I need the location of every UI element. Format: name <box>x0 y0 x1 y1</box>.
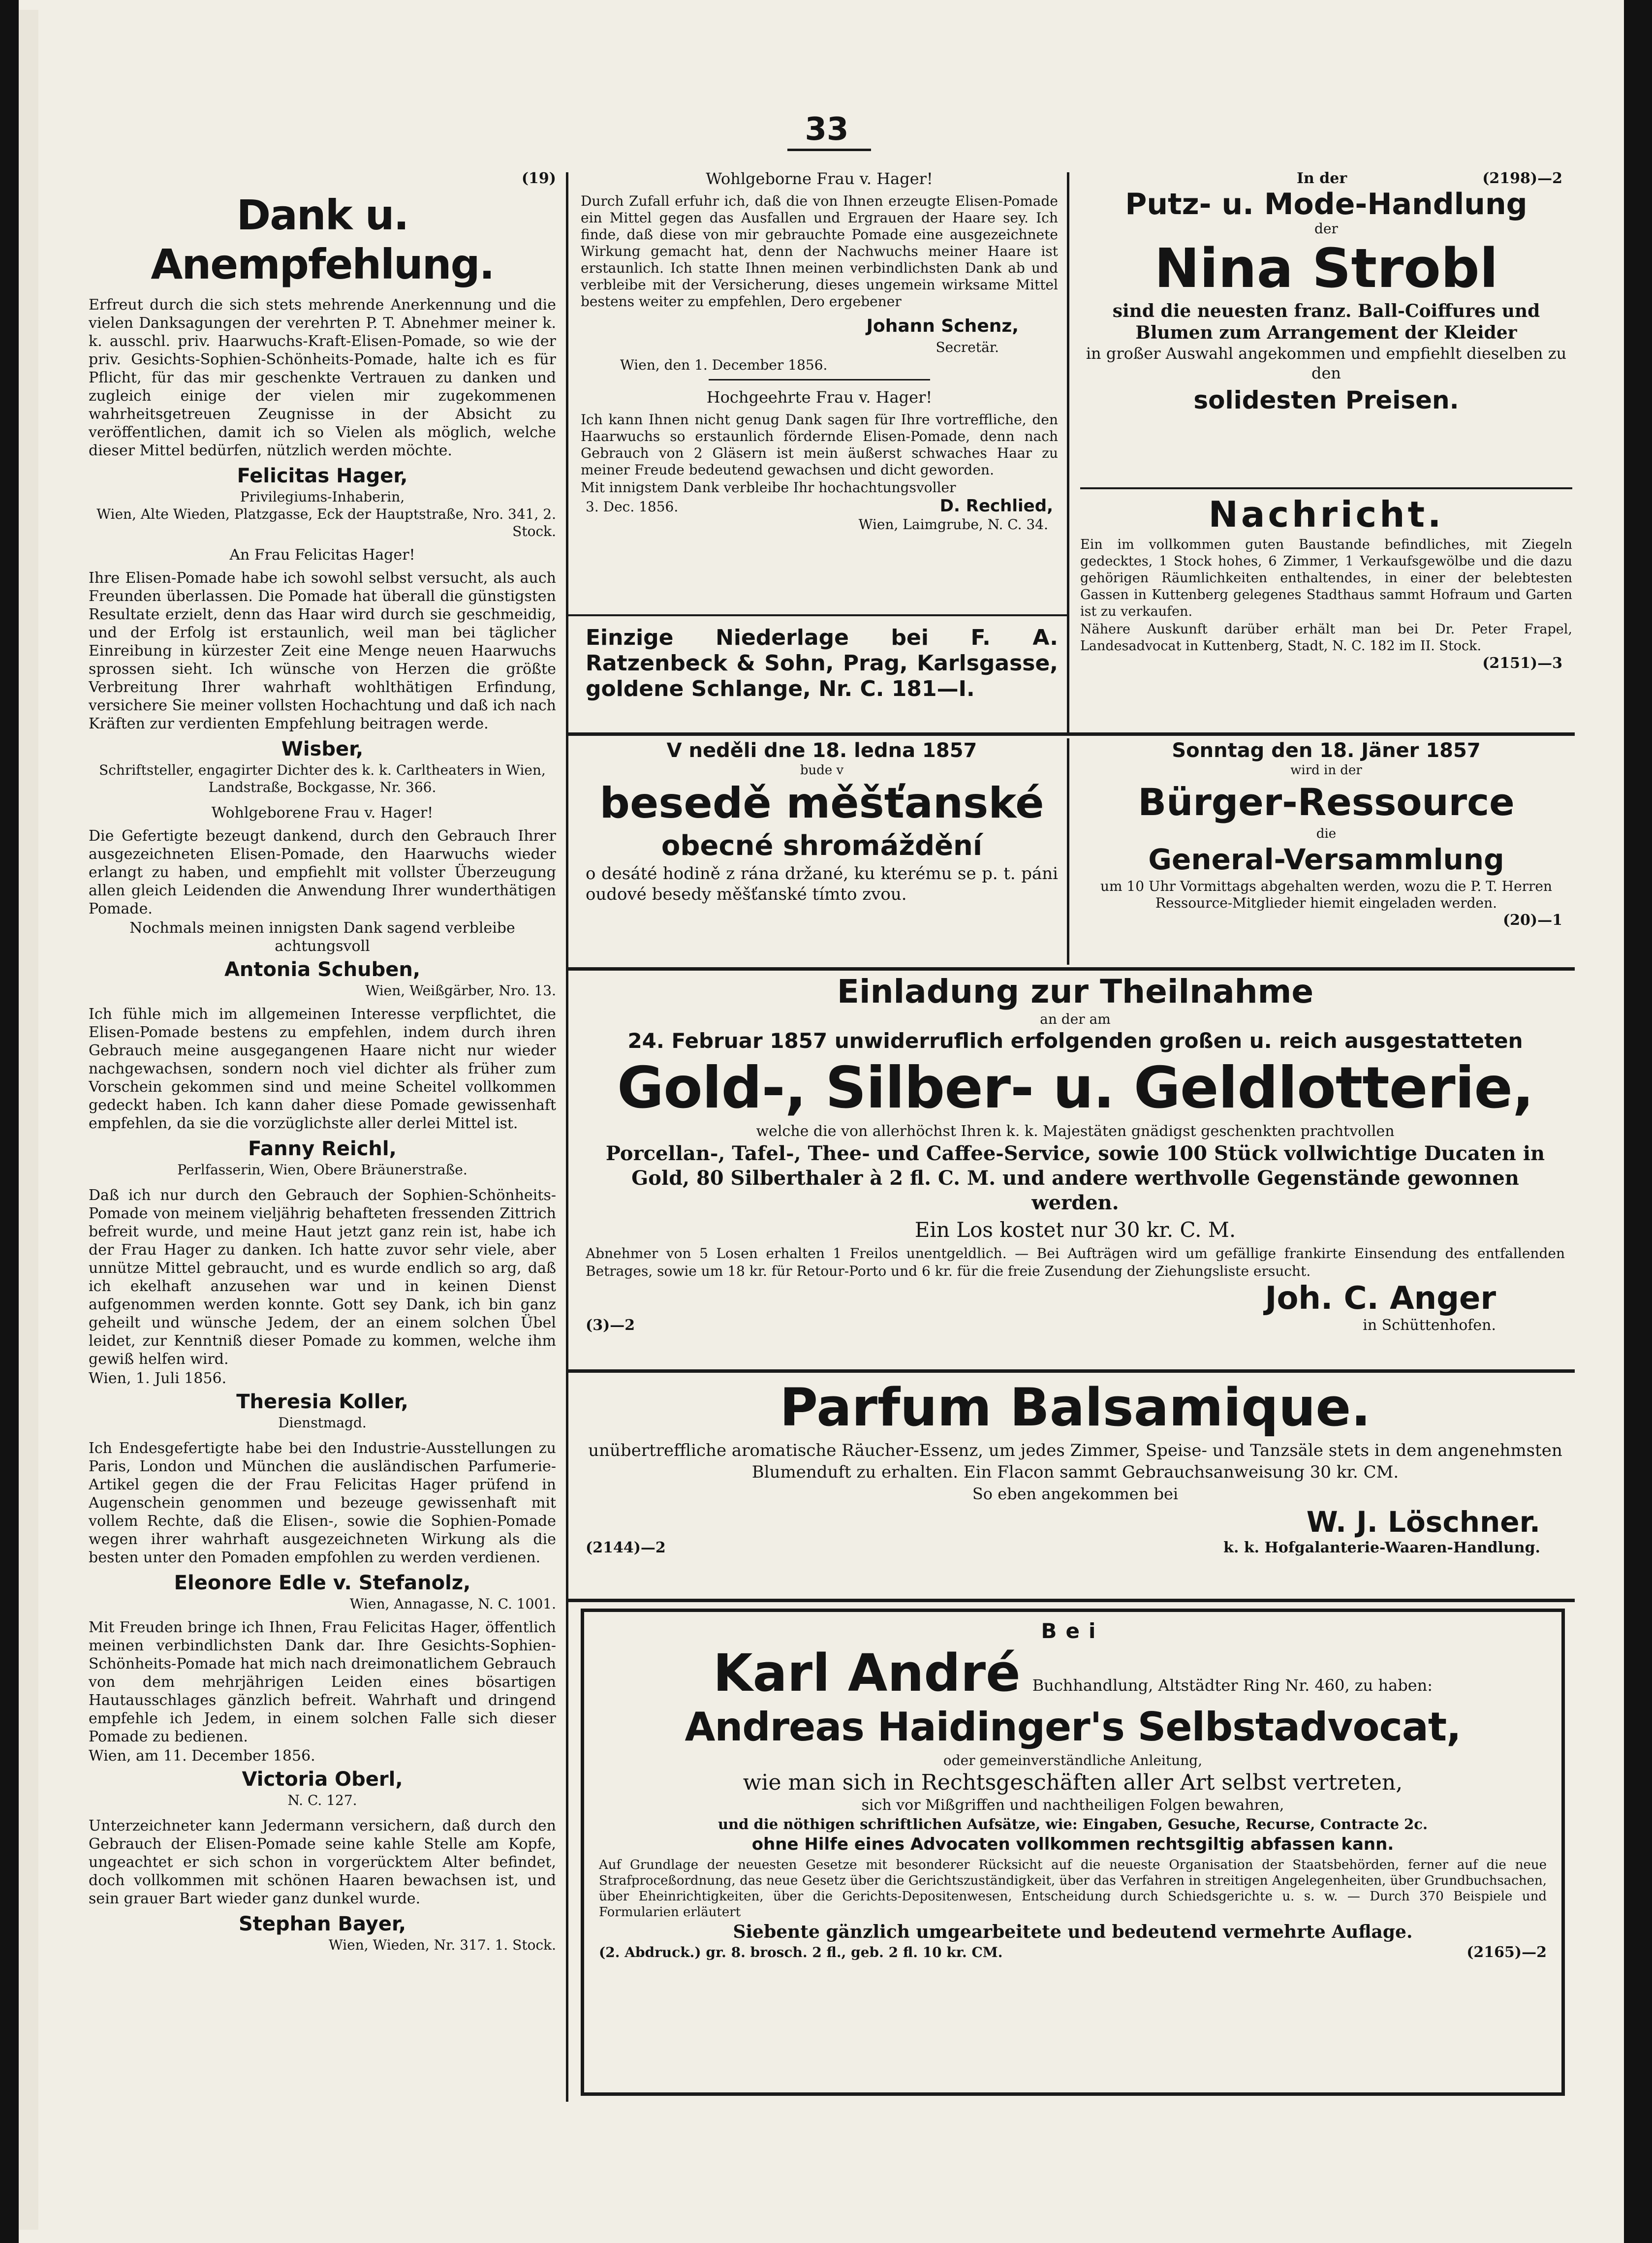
lottery-signature: Joh. C. Anger <box>1265 1280 1496 1317</box>
lottery-line-2: an der am <box>1040 1011 1111 1027</box>
beseda-title: besedě měšťanské <box>599 779 1044 828</box>
page-number-rule <box>787 149 871 151</box>
scan-edge-right <box>1624 0 1652 2243</box>
lottery-text: Abnehmer von 5 Losen erhalten 1 Freilos unentgeldlich. — Bei Aufträgen wird um gefällige frankirte Einsendung des entfallenden Betrages, sowie um 18 kr. für Retour-Porto und 6 kr. für die freie Zusendung der Ziehungsliste ersucht. <box>586 1245 1565 1279</box>
beseda-subtitle: obecné shromáždění <box>661 830 983 862</box>
mid-testimonial-1: Durch Zufall erfuhr ich, daß die von Ihnen erzeugte Elisen-Pomade ein Mittel gegen das Ausfallen und Ergrauen der Haare sey. Ich finde, daß diese von mir gebrauchte Pomade eine ausgezeichnete Wirkung gemacht hat, denn der Nachwuchs meiner Haare ist erstaunlich. Ich statte Ihnen meinen verbindlichsten Dank ab und verbleibe mit der Versicherung, dieses ungemein wirksame Mittel bestens weiter zu empfehlen, Dero ergebener <box>581 193 1058 310</box>
column-rule-2 <box>1067 172 1069 733</box>
book-price: (2. Abdruck.) gr. 8. brosch. 2 fl., geb. 2 fl. 10 kr. CM. <box>599 1944 1003 1960</box>
previous-page-margin <box>19 10 38 2230</box>
book-line-2: wie man sich in Rechtsgeschäften aller Art selbst vertreten, <box>743 1770 1403 1795</box>
ressource-date: Sonntag den 18. Jäner 1857 <box>1172 739 1481 762</box>
testimonial-7: Unterzeichneter kann Jedermann versichern, daß durch den Gebrauch der Elisen-Pomade seine kahle Stelle am Kopfe, ungeachtet er sich schon in vorgerücktem Alter befindet, doch vollkommen mit schönen Haaren bewachsen ist, und sein grauer Bart wieder ganz dunkel wurde. <box>89 1817 556 1907</box>
ressource-die: die <box>1316 826 1337 841</box>
book-seller: Karl André <box>713 1643 1021 1703</box>
signature-wisber: Wisber, <box>281 738 364 760</box>
signature-hager: Felicitas Hager, <box>237 465 408 487</box>
testimonial-4: Daß ich nur durch den Gebrauch der Sophien-Schönheits-Pomade von meinem vieljährig behafteten fressenden Zittrich befreit wurde, und meine Haut jetzt ganz rein ist, habe ich der Frau Hager zu danken. Ich hatte zuvor sehr viele, aber unnütze Mittel gebraucht, und es wurde endlich so arg, daß ich ekelhaft anzusehen war und in keinen Dienst aufgenommen werden konnte. Gott sey Dank, ich bin ganz geheilt und wünsche Jedem, der an einem solchen Übel leidet, zur Kenntniß dieser Pomade zu kommen, welche ihm gewiß helfen wird. <box>89 1187 556 1368</box>
book-edition: Siebente gänzlich umgearbeitete und bedeutend vermehrte Auflage. <box>733 1922 1413 1942</box>
mid-date-2: 3. Dec. 1856. <box>586 499 679 515</box>
testimonial-1: Ihre Elisen-Pomade habe ich sowohl selbst versucht, als auch Freunden überlassen. Die Pomade hat überall die günstigsten Resultate erzielt, denn das Haar wird durch sie geschmeidig, und der Erfolg ist erstaunlich, weil man bei täglicher Einreibung in kürzester Zeit eine Menge neuen Haarwuchs sprossen sieht. Ich wünsche von Herzen die größte Verbreitung Ihrer wahrhaft wohlthätigen Erfindung, versichere Sie meiner vollsten Hochachtung und daß ich nach Kräften zur verdienten Empfehlung beitragen werde. <box>89 569 556 732</box>
signature-rechlied: D. Rechlied, <box>939 496 1053 516</box>
book-seller-tail: Buchhandlung, Altstädter Ring Nr. 460, zu haben: <box>1032 1676 1433 1695</box>
thick-separator-3 <box>566 1369 1575 1373</box>
signature-schuben-address: Wien, Weißgärber, Nro. 13. <box>365 982 556 999</box>
lottery-line-5: Porcellan-, Tafel-, Thee- und Caffee-Service, sowie 100 Stück vollwichtige Ducaten in Gold, 80 Silberthaler à 2 fl. C. M. und andere werthvolle Gegenstände gewonnen werden. <box>605 1142 1545 1214</box>
beseda-line-2: bude v <box>800 763 844 778</box>
parfum-sub: k. k. Hofgalanterie-Waaren-Handlung. <box>1223 1539 1540 1556</box>
beseda-text: o desáté hodině z rána držané, ku kterému se p. t. páni oudové besedy měšťanské tímto zvou. <box>586 864 1058 904</box>
mid-date-1: Wien, den 1. December 1856. <box>620 357 828 373</box>
ressource-text: um 10 Uhr Vormittags abgehalten werden, wozu die P. T. Herren Ressource-Mitglieder hiemit eingeladen werden. <box>1100 878 1553 911</box>
mid-salutation-2: Hochgeehrte Frau v. Hager! <box>706 388 933 407</box>
lottery-big: Gold-, Silber- u. Geldlotterie, <box>617 1055 1534 1121</box>
shop-prices: solidesten Preisen. <box>1193 386 1459 414</box>
column-rule-1b <box>566 979 568 2102</box>
signature-wisber-title: Schriftsteller, engagirter Dichter des k. k. Carltheaters in Wien, Landstraße, Bockgasse, Nr. 366. <box>99 762 546 795</box>
signature-bayer-address: Wien, Wieden, Nr. 317. 1. Stock. <box>328 1937 556 1953</box>
signature-hager-title: Privilegiums-Inhaberin, <box>240 489 405 505</box>
signature-bayer: Stephan Bayer, <box>238 1913 406 1935</box>
book-line-3: sich vor Mißgriffen und nachtheiligen Folgen bewahren, <box>861 1797 1284 1814</box>
ressource-title: Bürger-Ressource <box>1138 780 1515 824</box>
salutation-1: An Frau Felicitas Hager! <box>229 546 415 564</box>
signature-reichl-title: Perlfasserin, Wien, Obere Bräunerstraße. <box>177 1162 468 1178</box>
book-bei: Bei <box>1041 1619 1105 1643</box>
shop-owner: Nina Strobl <box>1154 237 1498 300</box>
signature-hager-address: Wien, Alte Wieden, Platzgasse, Eck der Hauptstraße, Nro. 341, 2. Stock. <box>96 506 556 539</box>
testimonial-4-date: Wien, 1. Juli 1856. <box>89 1370 227 1387</box>
mid-salutation-1: Wohlgeborne Frau v. Hager! <box>706 170 933 188</box>
book-text: Auf Grundlage der neuesten Gesetze mit besonderer Rücksicht auf die neueste Organisation der Staatsbehörden, ferner auf die neue Strafproceßordnung, das neue Gesetz über die Gerichtszuständigkeit, über das Verfahren in streitigen Angelegenheiten, über Grundbuchsachen, über Eheinrichtigkeiten, über die Gerichts-Depositenwesen, Entscheidung durch Schiedsgerichte u. s. w. — Durch 370 Beispiele und Formularien erläutert <box>599 1858 1547 1920</box>
book-ref: (2165)—2 <box>1466 1944 1547 1961</box>
depot-notice: Einzige Niederlage bei F. A. Ratzenbeck & Sohn, Prag, Karlsgasse, goldene Schlange, Nr. C. 181—I. <box>586 625 1058 701</box>
thick-separator-2 <box>566 967 1575 971</box>
testimonial-6-date: Wien, am 11. December 1856. <box>89 1747 315 1765</box>
testimonial-2-closing: Nochmals meinen innigsten Dank sagend verbleibe achtungsvoll <box>129 919 515 955</box>
left-intro: Erfreut durch die sich stets mehrende Anerkennung und die vielen Danksagungen der verehrten P. T. Abnehmer meiner k. k. ausschl. priv. Haarwuchs-Kraft-Elisen-Pomade, so wie der priv. Gesichts-Sophien-Schönheits-Pomade, halte ich es für Pflicht, für das mir geschenkte Vertrauen zu danken und zugleich einige der vielen mir zugekommenen wahrheitsgetreuen Zeugnisse in der Absicht zu veröffentlichen, damit ich so Vielen als möglich, welche dieser Mittel bedürfen, nützlich werden möchte. <box>89 296 556 459</box>
book-advert <box>581 1609 1565 2096</box>
thick-separator-1 <box>566 732 1575 736</box>
book-line-1: oder gemeinverständliche Anleitung, <box>943 1752 1203 1769</box>
lottery-ref: (3)—2 <box>586 1317 635 1334</box>
lottery-advert <box>581 972 1570 1381</box>
signature-stefanolz: Eleonore Edle v. Stefanolz, <box>174 1572 471 1594</box>
lottery-place: in Schüttenhofen. <box>1363 1317 1496 1334</box>
lottery-price: Ein Los kostet nur 30 kr. C. M. <box>914 1218 1236 1242</box>
beseda-advert <box>581 738 1063 970</box>
notice-advert <box>1080 492 1572 728</box>
notice-text: Ein im vollkommen guten Baustande befindliches, mit Ziegeln gedecktes, 1 Stock hohes, 6 Zimmer, 1 Verkaufsgewölbe und die dazu gehörigen Räumlichkeiten enthaltendes, in einer der belebtesten Gassen in Kuttenberg gelegenes Stadthaus sammt Hofraum und Garten ist zu verkaufen. <box>1080 537 1572 619</box>
ressource-ref: (20)—1 <box>1502 912 1562 929</box>
ressource-title-2: General-Versammlung <box>1148 843 1504 876</box>
shop-in-der: In der <box>1297 170 1347 187</box>
testimonial-3: Ich fühle mich im allgemeinen Interesse verpflichtet, die Elisen-Pomade bestens zu empfehlen, indem durch ihren Gebrauch meine ausgegangenen Haare nicht nur wieder nachgewachsen, sondern noch viel dichter als früher zum Vorschein gekommen sind und meine Scheitel vollkommen gedeckt haben. Ich kann daher diese Pomade gewissenhaft empfehlen, da sie die vorzüglichste aller derlei Mittel ist. <box>89 1006 556 1132</box>
testimonial-5: Ich Endesgefertigte habe bei den Industrie-Ausstellungen zu Paris, London und München die ausländischen Parfumerie-Artikel gegen die der Frau Felicitas Hager prüfend in Augenschein genommen und bezeuge gewissenhaft mit vollem Rechte, daß die Elisen-, sowie die Sophien-Pomade wegen ihrer wahrhaft ausgezeichneten Wirkung als die besten unter den Pomaden empfohlen zu werden verdienen. <box>89 1440 556 1566</box>
signature-reichl: Fanny Reichl, <box>248 1137 397 1160</box>
parfum-line-3: So eben angekommen bei <box>972 1485 1179 1503</box>
parfum-title: Parfum Balsamique. <box>779 1377 1371 1438</box>
shop-advert <box>1080 170 1572 495</box>
column-rule-beseda <box>1067 738 1069 965</box>
book-line-5: ohne Hilfe eines Advocaten vollkommen rechtsgiltig abfassen kann. <box>751 1834 1394 1854</box>
testimonial-6: Mit Freuden bringe ich Ihnen, Frau Felicitas Hager, öffentlich meinen verbindlichsten Dank dar. Ihre Gesichts-Sophien-Schönheits-Pomade hat mich nach dreimonatlichem Gebrauch von dem mehrjährigen Leiden eines bösartigen Hautausschlages gänzlich befreit. Wahrhaft und dringend empfehle ich Jedem, in einem solchen Falle sich dieser Pomade zu bedienen. <box>89 1619 556 1745</box>
lottery-title: Einladung zur Theilnahme <box>837 973 1314 1011</box>
ressource-advert <box>1080 738 1572 970</box>
beseda-date: V neděli dne 18. ledna 1857 <box>666 739 977 762</box>
shop-der: der <box>1314 221 1338 237</box>
mid-testimonial-2-closing: Mit innigstem Dank verbleibe Ihr hochachtungsvoller <box>581 479 956 496</box>
lottery-line-4: welche die von allerhöchst Ihren k. k. Majestäten gnädigst geschenkten prachtvollen <box>756 1123 1395 1140</box>
signature-oberl-title: N. C. 127. <box>287 1792 357 1808</box>
signature-schuben: Antonia Schuben, <box>224 958 421 981</box>
signature-schenz-title: Secretär. <box>935 339 999 355</box>
left-column <box>89 170 556 2104</box>
column-rule-1 <box>566 172 568 979</box>
parfum-text: unübertreffliche aromatische Räucher-Essenz, um jedes Zimmer, Speise- und Tanzsäle stets in dem angenehmsten Blumenduft zu erhalten. Ein Flacon sammt Gebrauchsanweisung 30 kr. CM. <box>588 1441 1562 1482</box>
salutation-2: Wohlgeborene Frau v. Hager! <box>211 804 434 821</box>
testimonial-2: Die Gefertigte bezeugt dankend, durch den Gebrauch Ihrer ausgezeichneten Elisen-Pomade, den Haarwuchs wieder erlangt zu haben, und empfiehlt mit vollster Überzeugung allen gleich Leidenden die Anwendung Ihrer wunderthätigen Pomade. <box>89 827 556 917</box>
signature-koller: Theresia Koller, <box>236 1390 408 1413</box>
scan-edge-left <box>0 0 19 2243</box>
signature-koller-title: Dienstmagd. <box>278 1415 367 1431</box>
parfum-ref: (2144)—2 <box>586 1539 666 1556</box>
left-title: Dank u. Anempfehlung. <box>151 191 494 288</box>
ressource-line-2: wird in der <box>1290 763 1362 778</box>
signature-oberl: Victoria Oberl, <box>242 1768 403 1791</box>
parfum-signature: W. J. Löschner. <box>1306 1505 1540 1539</box>
rule-above-nachricht <box>1080 487 1572 489</box>
thick-separator-4 <box>566 1599 1575 1602</box>
rule-above-depot <box>566 614 1068 616</box>
notice-ref: (2151)—3 <box>1482 655 1562 672</box>
shop-text-1: sind die neuesten franz. Ball-Coiffures und Blumen zum Arrangement der Kleider <box>1112 301 1540 343</box>
page-number: 33 <box>805 112 849 147</box>
shop-text-2: in großer Auswahl angekommen und empfiehlt dieselben zu den <box>1086 344 1567 382</box>
notice-text-2: Nähere Auskunft darüber erhält man bei Dr. Peter Frapel, Landesadvocat in Kuttenberg, Stadt, N. C. 182 im II. Stock. <box>1080 622 1572 654</box>
left-ref: (19) <box>521 170 556 187</box>
shop-ref: (2198)—2 <box>1482 170 1562 187</box>
notice-title: Nachricht. <box>1208 494 1444 535</box>
shop-title: Putz- u. Mode-Handlung <box>1125 187 1527 221</box>
parfum-advert <box>581 1376 1570 1592</box>
book-title: Andreas Haidinger's Selbstadvocat, <box>685 1704 1461 1750</box>
mid-separator <box>709 379 930 380</box>
signature-stefanolz-address: Wien, Annagasse, N. C. 1001. <box>349 1596 556 1612</box>
mid-testimonial-2: Ich kann Ihnen nicht genug Dank sagen für Ihre vortreffliche, den Haarwuchs so erstaunlich fördernde Elisen-Pomade, denn nach Gebrauch von 2 Gläsern ist mein äußerst schwaches Haar zu meiner Freude bedeutend gewachsen und dicht geworden. <box>581 411 1058 478</box>
signature-schenz: Johann Schenz, <box>866 316 1019 336</box>
book-line-4: und die nöthigen schriftlichen Aufsätze, wie: Eingaben, Gesuche, Recurse, Contracte 2c. <box>717 1816 1428 1832</box>
lottery-line-3: 24. Februar 1857 unwiderruflich erfolgenden großen u. reich ausgestatteten <box>627 1029 1523 1053</box>
signature-rechlied-address: Wien, Laimgrube, N. C. 34. <box>858 516 1048 533</box>
